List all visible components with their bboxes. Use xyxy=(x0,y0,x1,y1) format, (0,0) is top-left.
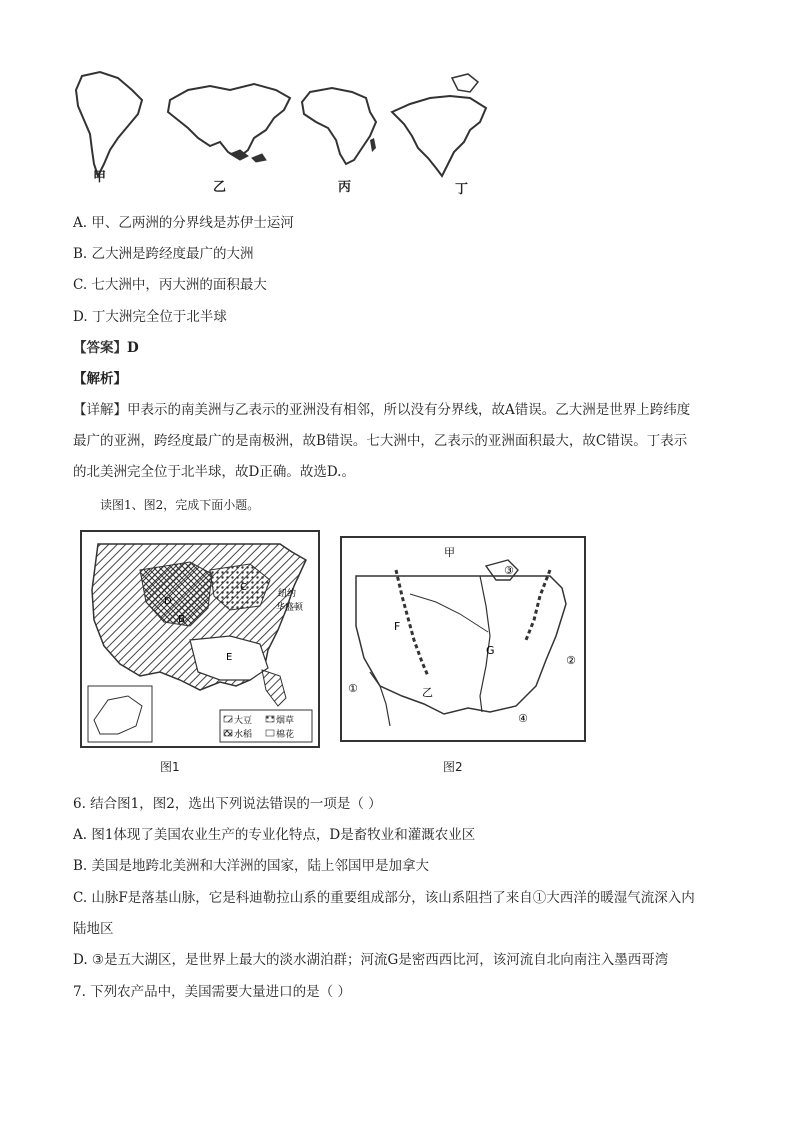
legend-soybean: 大豆 xyxy=(234,716,253,726)
continents-figure xyxy=(70,68,500,198)
fig2-label-2: ② xyxy=(566,654,576,667)
fig1-label-washington: 华盛顿 xyxy=(276,603,304,613)
fig2-label-3: ③ xyxy=(504,564,514,577)
q6-option-d: D. ③是五大湖区，是世界上最大的淡水湖泊群；河流G是密西西比河，该河流自北向南注入墨西哥湾 xyxy=(73,952,669,968)
answer-line xyxy=(73,339,139,357)
q5-option-c: C. 七大洲中，丙大洲的面积最大 xyxy=(73,277,267,293)
fig2-label-g: G xyxy=(486,644,495,657)
analysis-tag: 【解析】 xyxy=(73,371,127,387)
legend-cotton: 棉花 xyxy=(276,730,295,740)
fig2-label-jia: 甲 xyxy=(444,546,455,559)
q6-option-a: A. 图1体现了美国农业生产的专业化特点，D是畜牧业和灌溉农业区 xyxy=(73,827,476,843)
q5-option-b: B. 乙大洲是跨经度最广的大洲 xyxy=(73,246,254,262)
q6-stem: 6. 结合图1，图2，选出下列说法错误的一项是（ ） xyxy=(73,796,382,812)
answer-tag: 【答案】 xyxy=(73,340,127,356)
asia-outline xyxy=(168,84,290,158)
indonesia-islands xyxy=(230,150,266,162)
legend-tobacco: 烟草 xyxy=(276,716,295,726)
label-ding: 丁 xyxy=(455,182,469,197)
fig1-label-b: B xyxy=(178,614,185,625)
answer-value: D xyxy=(127,340,139,356)
detail-line-1: 【详解】甲表示的南美洲与乙表示的亚洲没有相邻，所以没有分界线，故A错误。乙大洲是世界上跨纬度 xyxy=(73,402,691,418)
fig2-label-f: F xyxy=(394,620,401,633)
figure-1-map xyxy=(80,530,320,748)
fig1-label-e: E xyxy=(226,652,233,663)
fig2-label-1: ① xyxy=(348,682,358,695)
greenland xyxy=(452,74,478,92)
q6-option-c: C. 山脉F是落基山脉，它是科迪勒拉山系的重要组成部分，该山系阻挡了来自①大西洋的暖湿气流深入内 xyxy=(73,890,695,906)
legend-rice: 水稻 xyxy=(234,730,253,740)
fig1-label-newyork: 纽约 xyxy=(278,589,297,599)
fig2-label-4: ④ xyxy=(518,712,528,725)
instruction: 读图1、图2，完成下面小题。 xyxy=(100,498,260,512)
fig2-label-yi: 乙 xyxy=(422,686,433,699)
detail-line-2: 最广的亚洲，跨经度最广的是南极洲，故B错误。七大洲中，乙表示的亚洲面积最大，故C错误。丁表示 xyxy=(73,433,688,449)
q6-option-c-cont: 陆地区 xyxy=(73,921,114,937)
q5-option-d: D. 丁大洲完全位于北半球 xyxy=(73,309,227,325)
fig2-caption: 图2 xyxy=(443,760,463,774)
label-bing: 丙 xyxy=(338,180,352,195)
fig1-caption: 图1 xyxy=(160,760,180,774)
label-yi: 乙 xyxy=(213,180,227,195)
madagascar xyxy=(370,138,376,152)
africa-outline xyxy=(302,88,376,164)
detail-line-3: 的北美洲完全位于北半球，故D正确。故选D.。 xyxy=(73,464,355,480)
fig1-label-c: C xyxy=(240,582,247,593)
south-america-outline xyxy=(76,72,142,176)
figure-2-map xyxy=(340,536,586,742)
q7-stem: 7. 下列农产品中，美国需要大量进口的是（ ） xyxy=(73,984,351,1000)
q6-option-b: B. 美国是地跨北美洲和大洋洲的国家，陆上邻国甲是加拿大 xyxy=(73,858,430,874)
label-jia: 甲 xyxy=(93,170,107,185)
fig1-label-d: D xyxy=(164,596,172,607)
north-america-outline xyxy=(392,96,486,176)
q5-option-a: A. 甲、乙两洲的分界线是苏伊士运河 xyxy=(73,215,294,231)
